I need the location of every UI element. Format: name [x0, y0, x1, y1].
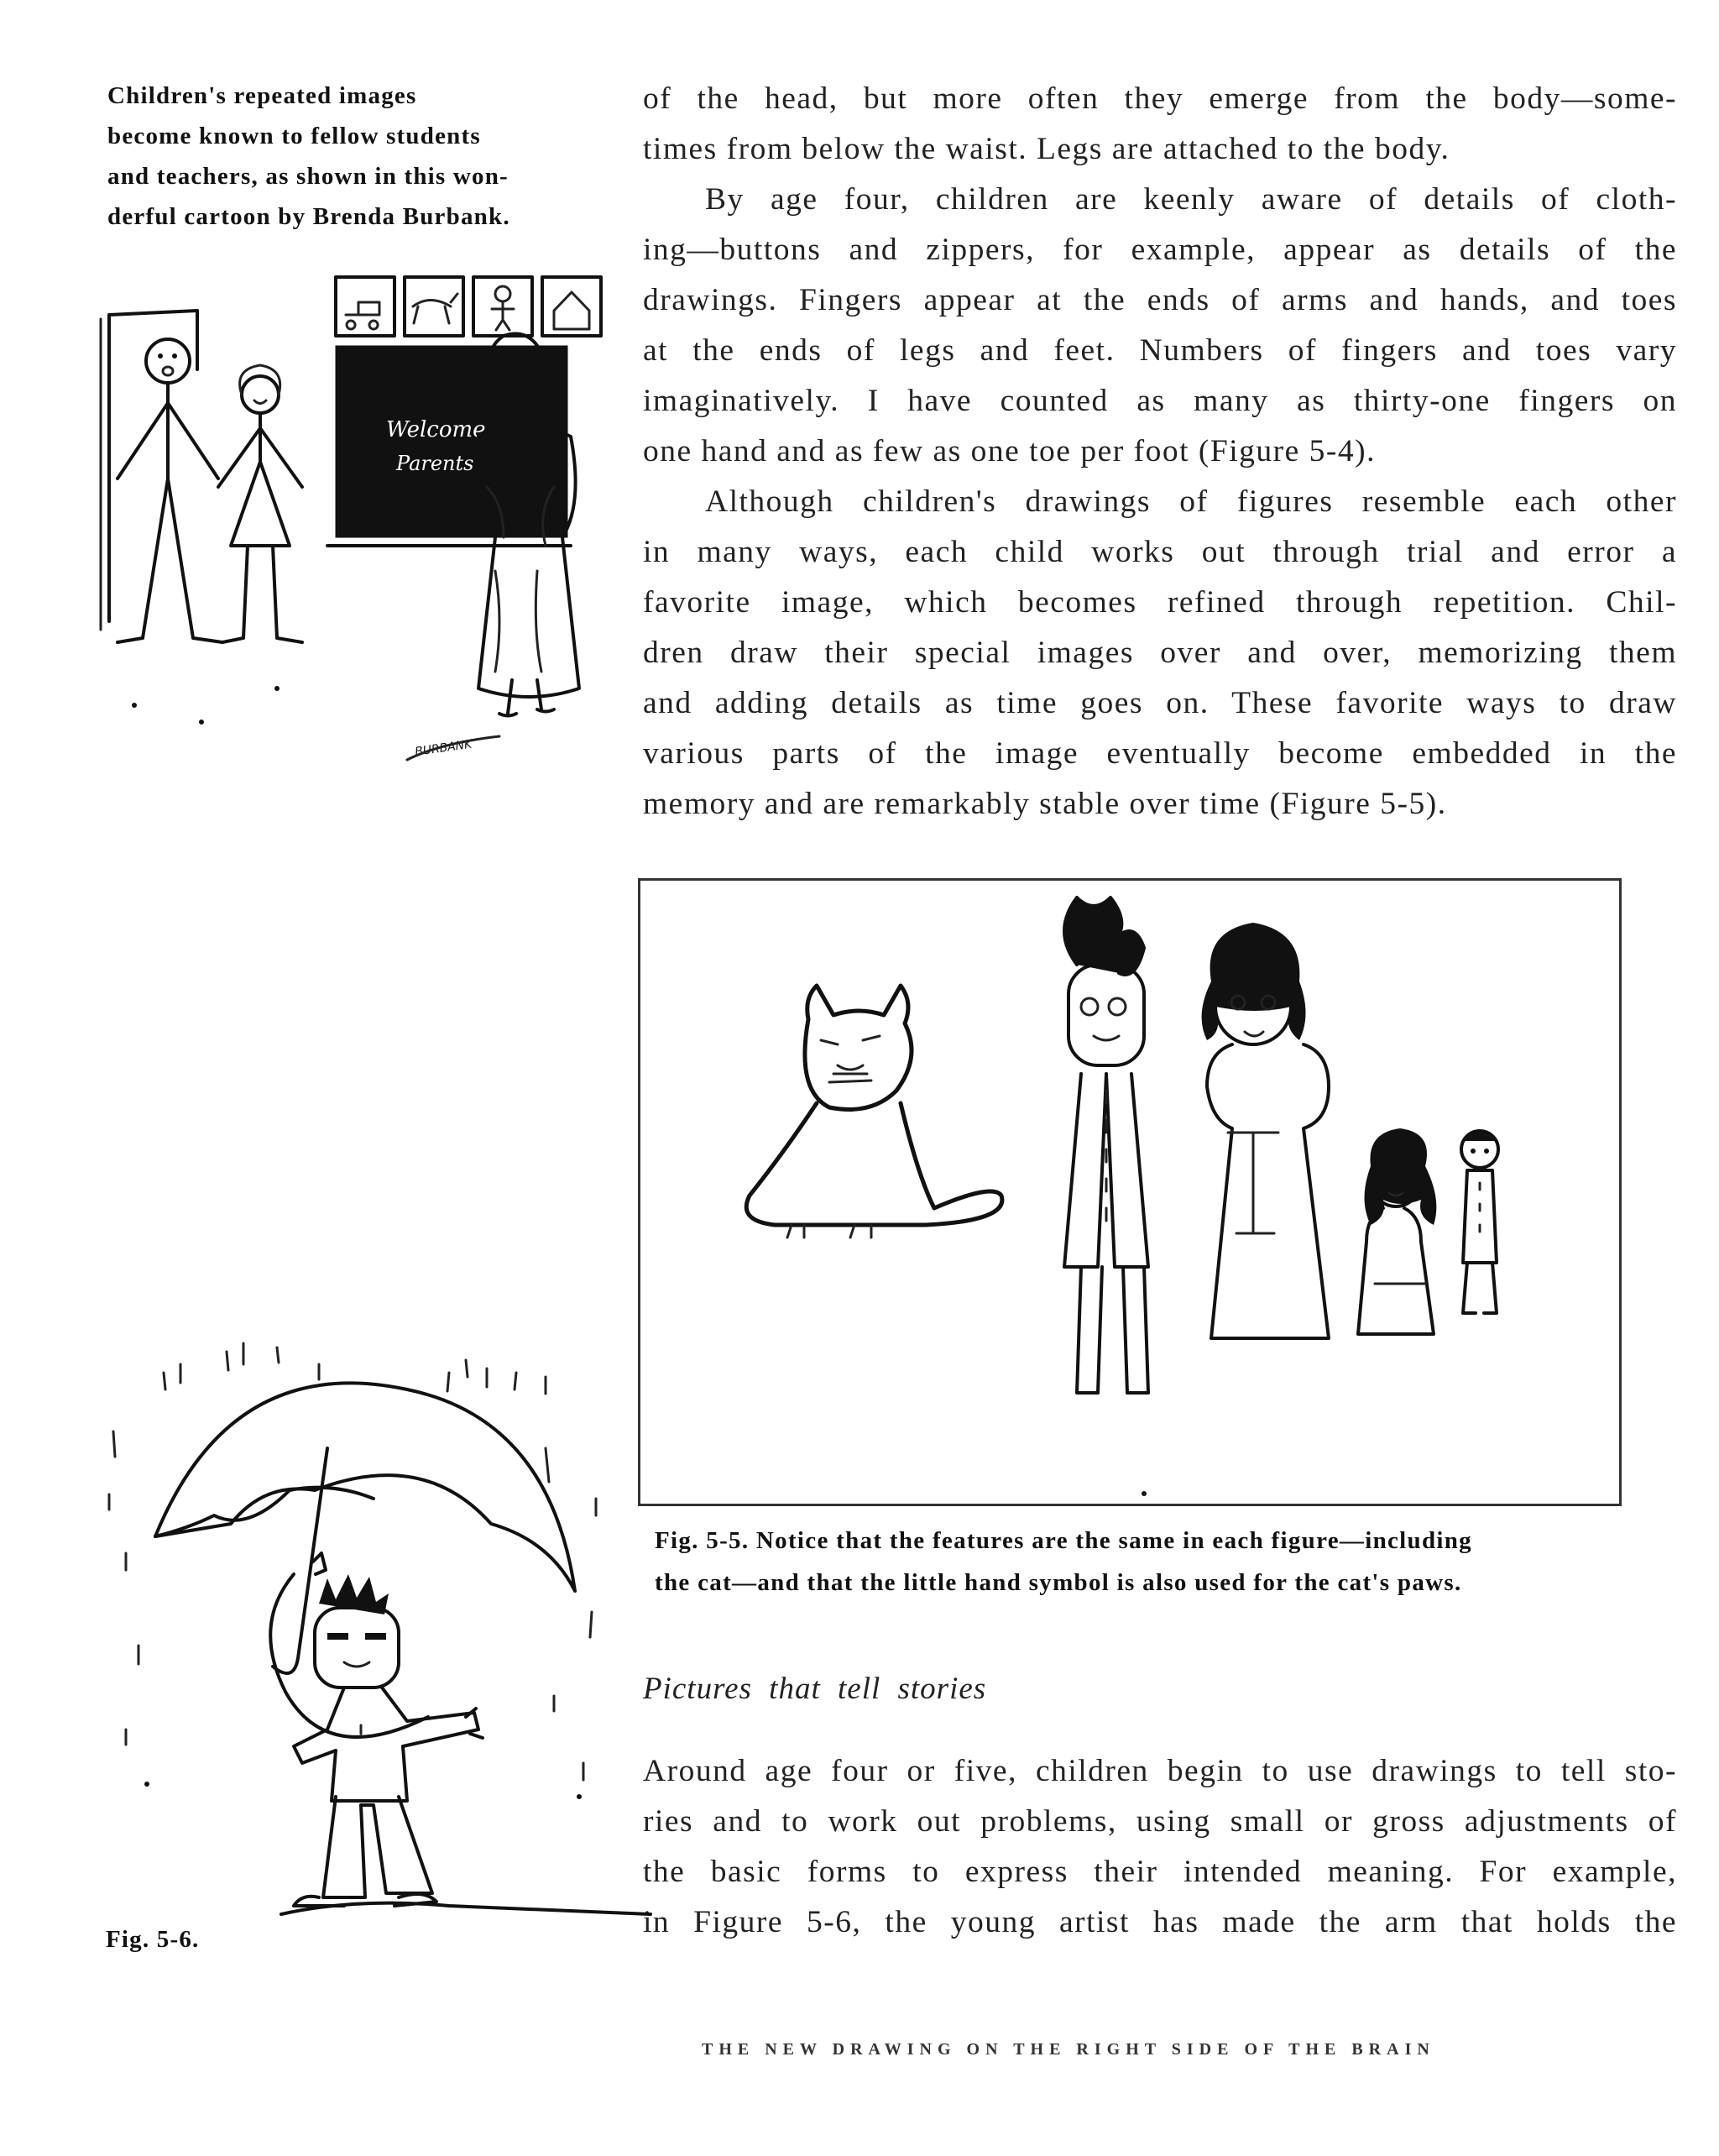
- figure-5-5-caption: [655, 1520, 1637, 1604]
- body-text-top: [643, 74, 1677, 829]
- body-line: ing—buttons and zippers, for example, appear as details of the: [643, 233, 1677, 267]
- body-line: dren draw their special images over and over, memorizing them: [643, 636, 1677, 670]
- body-line: in Figure 5-6, the young artist has made the arm that holds the: [643, 1905, 1677, 1939]
- body-line: times from below the waist. Legs are attached to the body.: [643, 132, 1450, 166]
- running-footer: THE NEW DRAWING ON THE RIGHT SIDE OF THE BRAIN: [702, 2040, 1435, 2059]
- caption-line: Children's repeated images: [107, 82, 417, 109]
- caption-line: Fig. 5-5. Notice that the features are the same in each figure—including: [655, 1527, 1472, 1554]
- body-line: of the head, but more often they emerge from the body—some-: [643, 81, 1677, 116]
- body-line: at the ends of legs and feet. Numbers of fingers and toes vary: [643, 333, 1677, 368]
- figure-5-6-caption: Fig. 5-6.: [106, 1926, 200, 1953]
- caption-line: the cat—and that the little hand symbol is also used for the cat's paws.: [655, 1569, 1462, 1596]
- body-line: the basic forms to express their intended meaning. For example,: [643, 1855, 1677, 1889]
- body-line: favorite image, which becomes refined through repetition. Chil-: [643, 585, 1677, 620]
- chalkboard-welcome: Welcome: [386, 417, 486, 442]
- chalkboard-parents: Parents: [396, 452, 474, 475]
- figure-5-5-drawing: [640, 881, 1619, 1504]
- body-line: Around age four or five, children begin to use drawings to tell sto-: [643, 1754, 1677, 1788]
- body-line: and adding details as time goes on. These favorite ways to draw: [643, 686, 1677, 720]
- body-text-bottom: [643, 1746, 1677, 1948]
- body-line: drawings. Fingers appear at the ends of arms and hands, and toes: [643, 283, 1677, 317]
- cartoon-signature: BURBANK: [414, 737, 473, 759]
- section-subheading: Pictures that tell stories: [643, 1672, 987, 1706]
- body-line: ries and to work out problems, using small or gross adjustments of: [643, 1804, 1677, 1839]
- caption-line: become known to fellow students: [107, 123, 481, 149]
- body-line: By age four, children are keenly aware of details of cloth-: [705, 182, 1677, 217]
- body-line: one hand and as few as one toe per foot (Figure 5-4).: [643, 434, 1376, 468]
- figure-5-6-drawing: [76, 1327, 613, 1914]
- body-line: memory and are remarkably stable over time (Figure 5-5).: [643, 787, 1447, 821]
- cartoon-caption: [107, 76, 594, 237]
- body-line: imaginatively. I have counted as many as thirty-one fingers on: [643, 384, 1677, 418]
- cartoon-illustration: [84, 269, 604, 772]
- caption-line: and teachers, as shown in this won-: [107, 163, 509, 190]
- caption-line: derful cartoon by Brenda Burbank.: [107, 203, 510, 230]
- figure-5-5-frame: [638, 878, 1622, 1506]
- body-line: various parts of the image eventually become embedded in the: [643, 736, 1677, 771]
- body-line: in many ways, each child works out through trial and error a: [643, 535, 1677, 569]
- body-line: Although children's drawings of figures resemble each other: [705, 484, 1677, 519]
